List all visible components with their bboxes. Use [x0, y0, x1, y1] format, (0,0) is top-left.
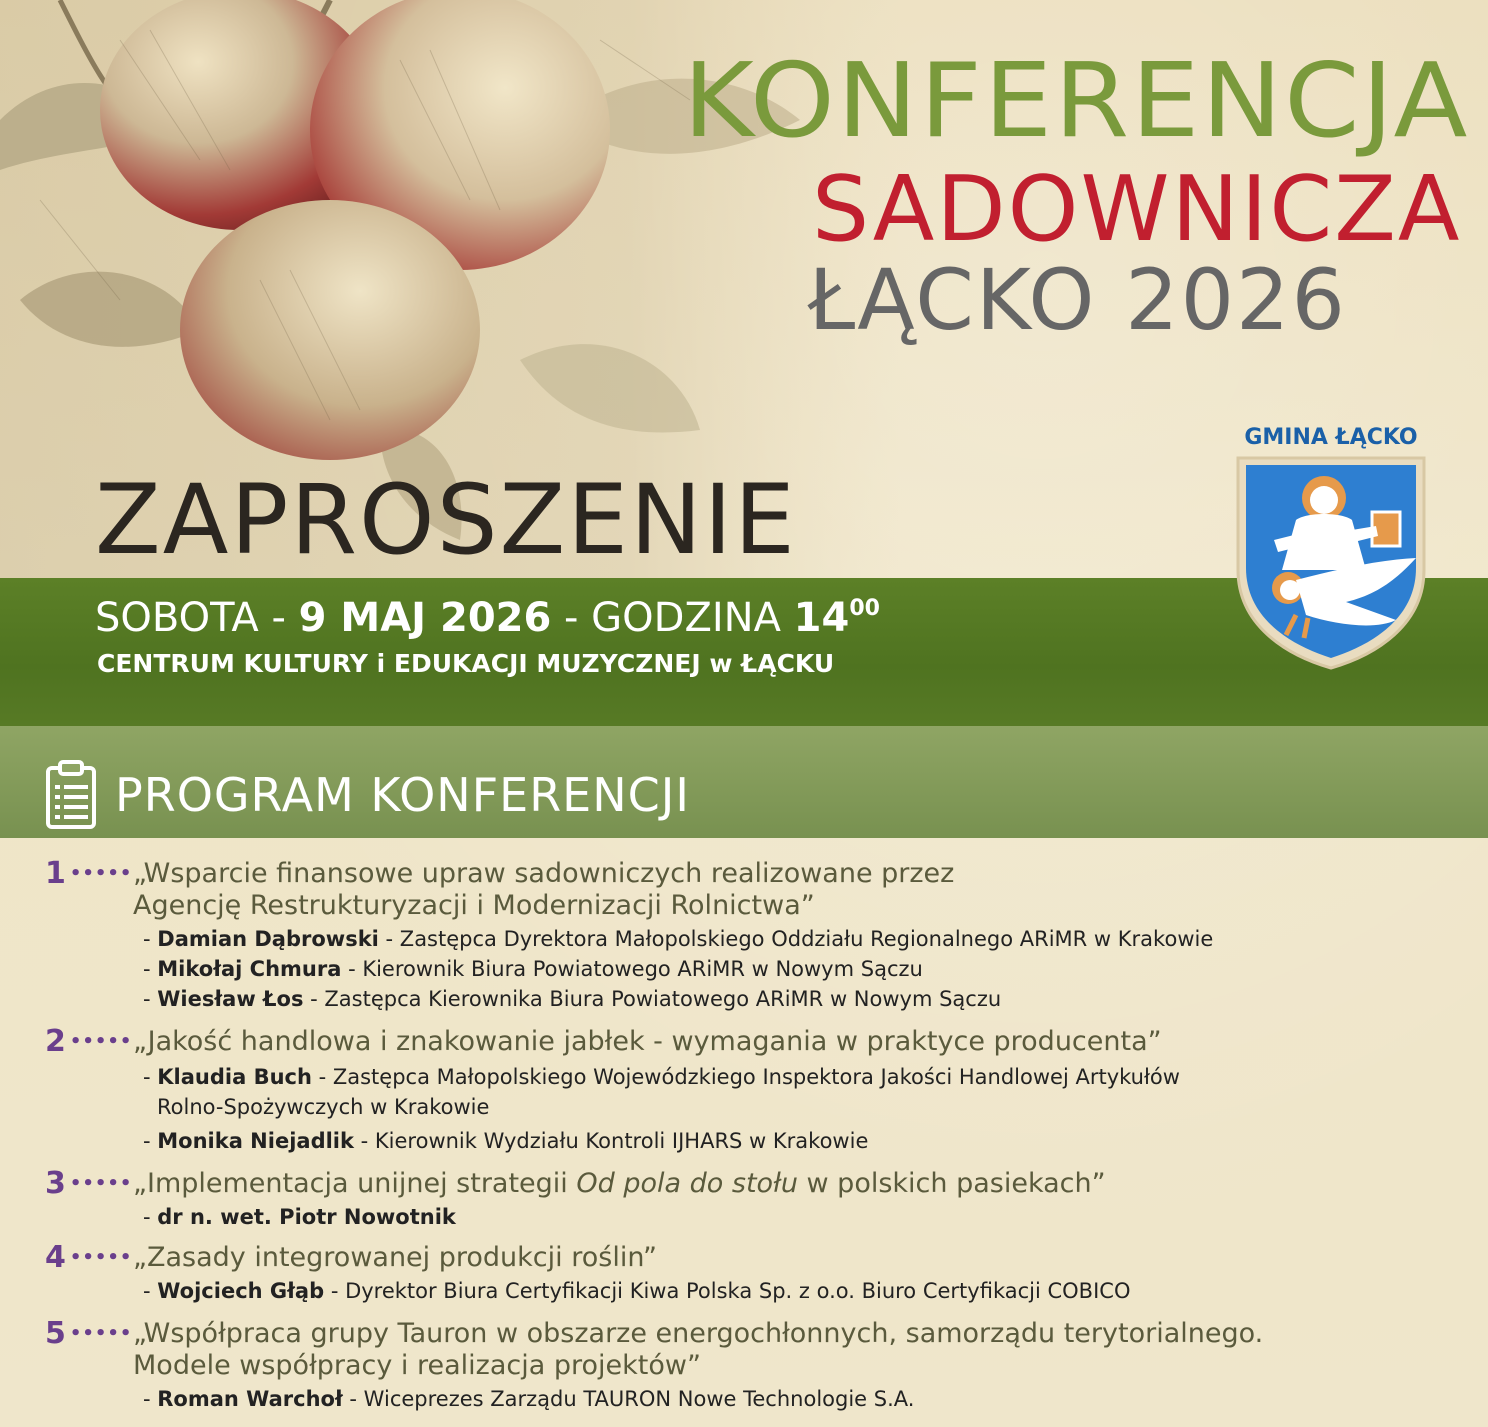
- speaker-line: - Wojciech Głąb - Dyrektor Biura Certyfikacji Kiwa Polska Sp. z o.o. Biuro Certyfikacji COBICO: [143, 1279, 1131, 1303]
- program-header: [45, 760, 690, 830]
- item-topic: „Wsparcie finansowe upraw sadowniczych realizowane przez Agencję Restrukturyzacji i Modernizacji Rolnictwa”: [133, 858, 955, 921]
- coat-of-arms-icon: [1226, 420, 1436, 670]
- item-number: 2 •••••: [45, 1024, 133, 1059]
- title-sadownicza: SADOWNICZA: [812, 157, 1462, 262]
- item-topic: „Zasady integrowanej produkcji roślin”: [133, 1242, 657, 1273]
- event-day: SOBOTA -: [95, 595, 299, 641]
- item-number: 1 •••••: [45, 856, 133, 891]
- speaker-line: - Wiesław Łos - Zastępca Kierownika Biura Powiatowego ARiMR w Nowym Sączu: [143, 987, 1002, 1011]
- speaker-line: - Roman Warchoł - Wiceprezes Zarządu TAURON Nowe Technologie S.A.: [143, 1387, 915, 1411]
- event-time-prefix: - GODZINA: [551, 595, 794, 641]
- item-topic: „Implementacja unijnej strategii Od pola do stołu w polskich pasiekach”: [133, 1168, 1106, 1199]
- speaker-line: - Klaudia Buch - Zastępca Małopolskiego Wojewódzkiego Inspektora Jakości Handlowej Artykułów Rolno-Spożywczych w Krakowie: [143, 1065, 1180, 1119]
- speaker-line: - Damian Dąbrowski - Zastępca Dyrektora Małopolskiego Oddziału Regionalnego ARiMR w Krakowie: [143, 927, 1214, 951]
- invitation-heading: ZAPROSZENIE: [95, 464, 797, 576]
- event-hour: 14: [793, 595, 850, 641]
- item-number: 5 •••••: [45, 1316, 133, 1351]
- event-date-line: [95, 595, 880, 641]
- item-topic: „Współpraca grupy Tauron w obszarze energochłonnych, samorządu terytorialnego. Modele współpracy i realizacja projektów”: [133, 1318, 1264, 1381]
- title-lacko-year: ŁĄCKO 2026: [808, 251, 1347, 349]
- event-minutes: 00: [849, 596, 880, 621]
- event-venue: CENTRUM KULTURY i EDUKACJI MUZYCZNEJ w ŁĄCKU: [97, 649, 835, 678]
- item-topic: „Jakość handlowa i znakowanie jabłek - wymagania w praktyce producenta”: [133, 1026, 1162, 1057]
- speaker-line: - dr n. wet. Piotr Nowotnik: [143, 1205, 456, 1229]
- clipboard-list-icon: [45, 760, 97, 830]
- event-date: 9 MAJ 2026: [298, 595, 552, 641]
- speaker-line: - Mikołaj Chmura - Kierownik Biura Powiatowego ARiMR w Nowym Sączu: [143, 957, 923, 981]
- item-number: 4 •••••: [45, 1240, 133, 1275]
- program-heading: PROGRAM KONFERENCJI: [115, 768, 690, 822]
- item-number: 3 •••••: [45, 1166, 133, 1201]
- speaker-line: - Monika Niejadlik - Kierownik Wydziału Kontroli IJHARS w Krakowie: [143, 1129, 869, 1153]
- crest-label: GMINA ŁĄCKO: [1244, 425, 1418, 450]
- title-konferencja: KONFERENCJA: [683, 42, 1470, 161]
